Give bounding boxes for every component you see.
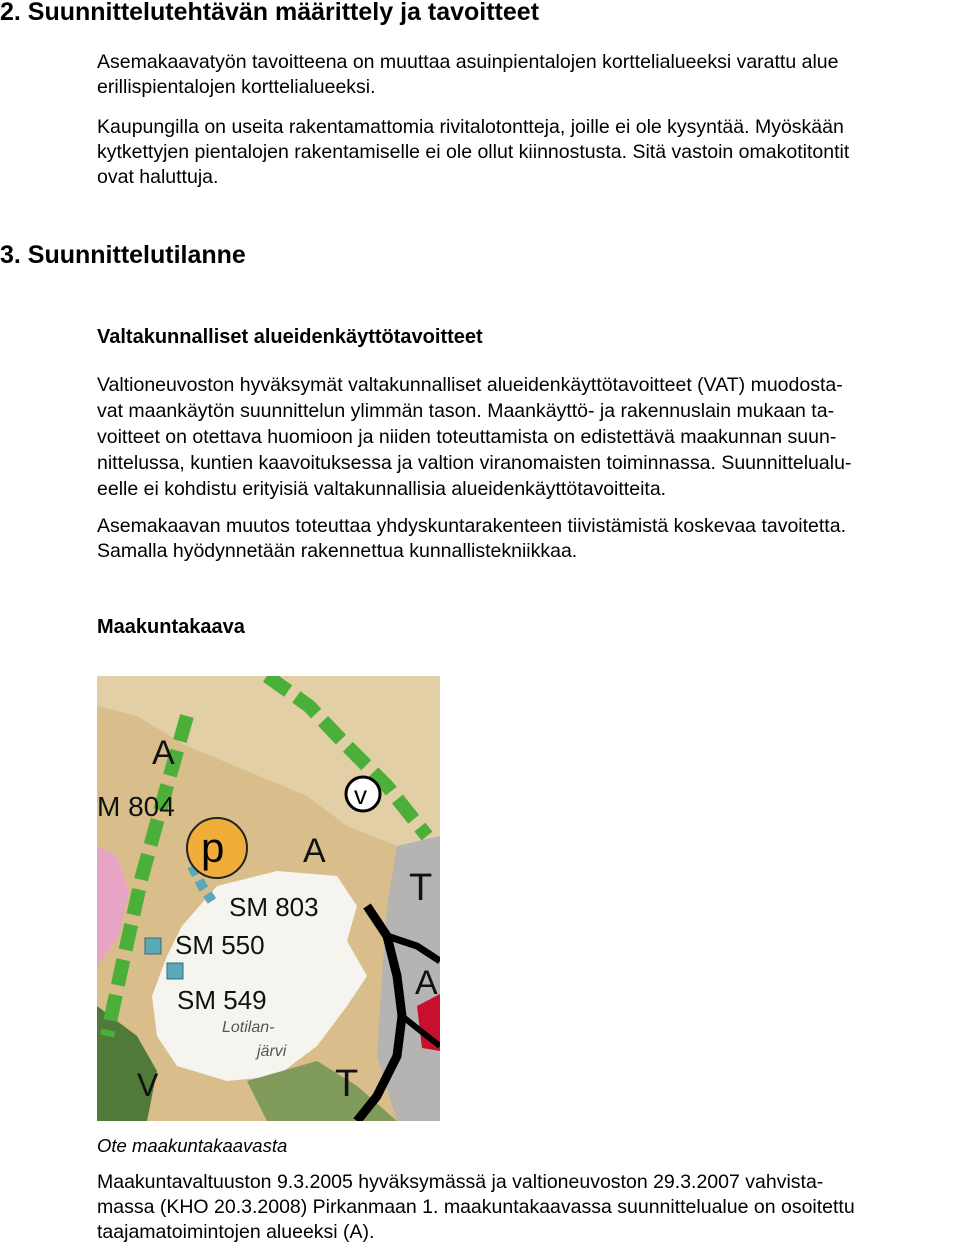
map-label-v-bottom: V (137, 1067, 159, 1103)
maakuntakaava-subheading: Maakuntakaava (97, 616, 245, 638)
map-label-a-mid: A (303, 832, 326, 870)
section-2-paragraph-1-line-1: Asemakaavatyön tavoitteena on muuttaa asuinpientalojen korttelialueeksi varattu alue (97, 51, 839, 73)
section-3-heading: 3. Suunnittelutilanne (0, 241, 246, 269)
section-2-heading: 2. Suunnittelutehtävän määrittely ja tavoitteet (0, 0, 540, 26)
maakunta-paragraph-line-1: Maakuntavaltuuston 9.3.2005 hyväksymässä ja valtioneuvoston 29.3.2007 vahvista- (97, 1171, 824, 1193)
vat-paragraph-1-line-4: nittelussa, kuntien kaavoituksessa ja valtion viranomaisten toiminnassa. Suunnittelualu- (97, 452, 852, 474)
vat-paragraph-1-line-3: voitteet on otettava huomioon ja niiden toteuttamista on edistettävä maakunnan suun- (97, 426, 837, 448)
section-2-paragraph-2-line-2: kytkettyjen pientalojen rakentamiselle ei ole ollut kiinnostusta. Sitä vastoin omakotitontit (97, 141, 850, 163)
vat-paragraph-2-line-1: Asemakaavan muutos toteuttaa yhdyskuntarakenteen tiivistämistä koskevaa tavoitetta. (97, 515, 846, 537)
vat-paragraph-1-line-2: vat maankäytön suunnittelun ylimmän tason. Maankäyttö- ja rakennuslain mukaan ta- (97, 400, 835, 422)
map-label-sm549: SM 549 (177, 985, 267, 1015)
map-label-t1: T (409, 867, 433, 909)
maakunta-paragraph-line-2: massa (KHO 20.3.2008) Pirkanmaan 1. maakuntakaavassa suunnittelualue on osoitettu (97, 1196, 855, 1218)
map-label-sm803: SM 803 (229, 892, 319, 922)
section-2-paragraph-1-line-2: erillispientalojen korttelialueeksi. (97, 76, 376, 98)
vat-paragraph-1-line-1: Valtioneuvoston hyväksymät valtakunnalliset alueidenkäyttötavoitteet (VAT) muodosta- (97, 374, 843, 396)
maakunta-paragraph-line-3: taajamatoimintojen alueeksi (A). (97, 1221, 375, 1243)
map-caption: Ote maakuntakaavasta (97, 1135, 288, 1156)
section-2-paragraph-2-line-3: ovat haluttuja. (97, 166, 219, 188)
map-label-p: p (201, 824, 225, 871)
vat-paragraph-1-line-5: eelle ei kohdistu erityisiä valtakunnallisia alueidenkäyttötavoitteita. (97, 478, 667, 500)
map-label-a-right: A (415, 964, 438, 1002)
map-label-lake-2: järvi (257, 1043, 287, 1060)
vat-subheading: Valtakunnalliset alueidenkäyttötavoitteet (97, 326, 483, 348)
map-label-a-top: A (152, 734, 175, 772)
map-label-sm550: SM 550 (175, 930, 265, 960)
map-blue-square-2 (167, 963, 183, 979)
section-2-paragraph-2-line-1: Kaupungilla on useita rakentamattomia rivitalotontteja, joille ei ole kysyntää. Myöskään (97, 116, 844, 138)
map-label-m804: M 804 (97, 791, 175, 822)
map-label-t2: T (335, 1063, 359, 1105)
map-label-v: v (354, 780, 367, 810)
vat-paragraph-2-line-2: Samalla hyödynnetään rakennettua kunnallistekniikkaa. (97, 540, 578, 562)
map-label-lake-1: Lotilan- (222, 1019, 275, 1036)
map-blue-square-1 (145, 938, 161, 954)
regional-plan-map (97, 676, 440, 1121)
